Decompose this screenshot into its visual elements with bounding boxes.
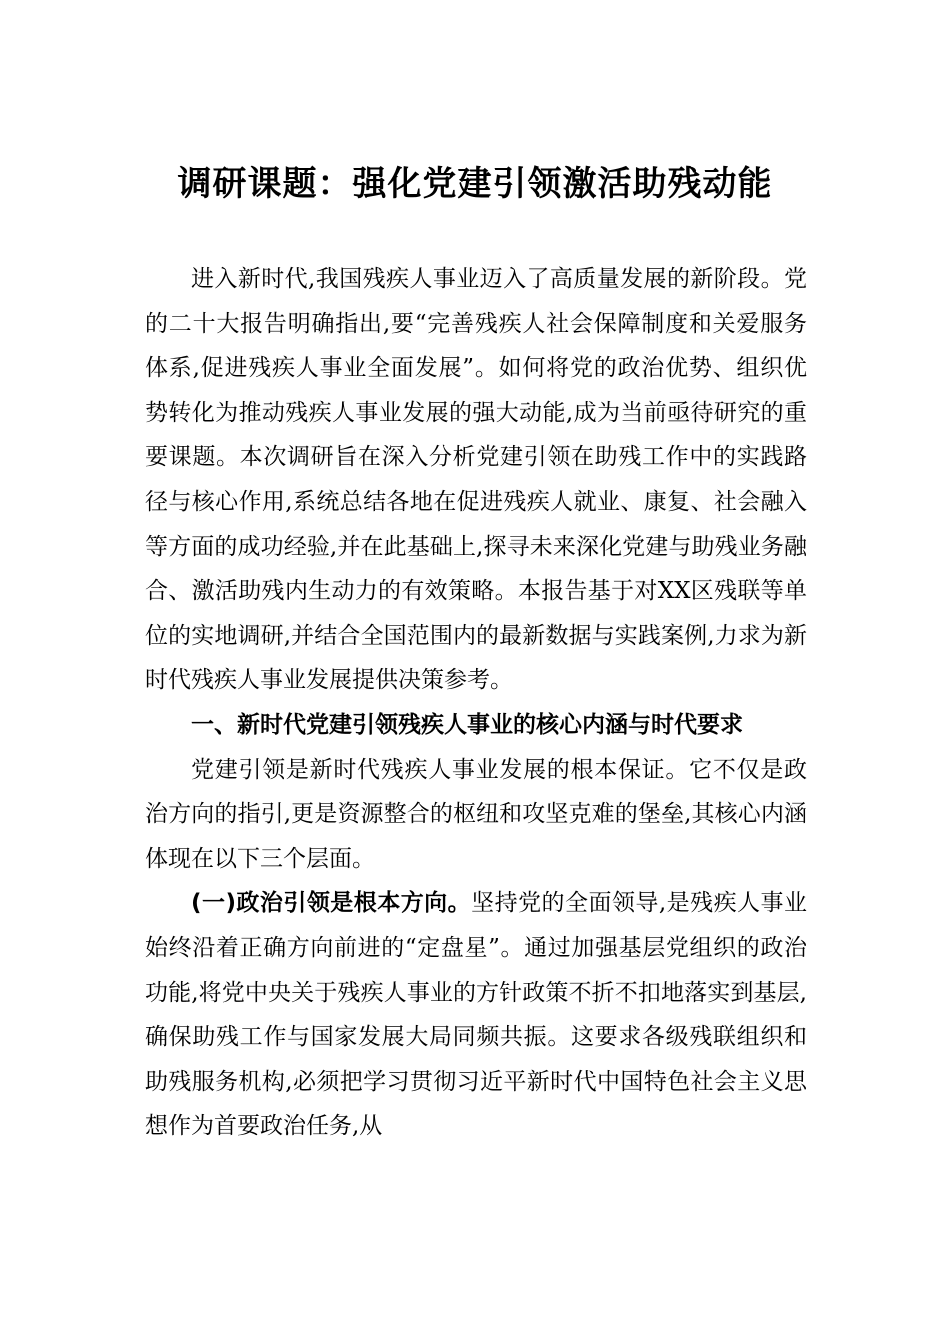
subsection-1-lead: (一)政治引领是根本方向。 <box>191 890 472 917</box>
section-1-paragraph: 党建引领是新时代残疾人事业发展的根本保证。它不仅是政治方向的指引,更是资源整合的枢纽和攻坚克难的堡垒,其核心内涵体现在以下三个层面。 <box>145 756 807 872</box>
document-title: 调研课题：强化党建引领激活助残动能 <box>177 164 773 204</box>
intro-paragraph: 进入新时代,我国残疾人事业迈入了高质量发展的新阶段。党的二十大报告明确指出,要“完善残疾人社会保障制度和关爱服务体系,促进残疾人事业全面发展”。如何将党的政治优势、组织优势转化为推动残疾人事业发展的强大动能,成为当前亟待研究的重要课题。本次调研旨在深入分析党建引领在助残工作中的实践路径与核心作用,系统总结各地在促进残疾人就业、康复、社会融入等方面的成功经验,并在此基础上,探寻未来深化党建与助残业务融合、激活助残内生动力的有效策略。本报告基于对XX区残联等单位的实地调研,并结合全国范围内的最新数据与实践案例,力求为新时代残疾人事业发展提供决策参考。 <box>145 266 807 694</box>
section-1-heading: 一、新时代党建引领残疾人事业的核心内涵与时代要求 <box>191 711 743 738</box>
document-body <box>145 257 807 1149</box>
subsection-1-text: 坚持党的全面领导,是残疾人事业始终沿着正确方向前进的“定盘星”。通过加强基层党组织的政治功能,将党中央关于残疾人事业的方针政策不折不扣地落实到基层,确保助残工作与国家发展大局同频共振。这要求各级残联组织和助残服务机构,必须把学习贯彻习近平新时代中国特色社会主义思想作为首要政治任务,从 <box>145 890 807 1140</box>
subsection-1-paragraph <box>145 881 807 1149</box>
